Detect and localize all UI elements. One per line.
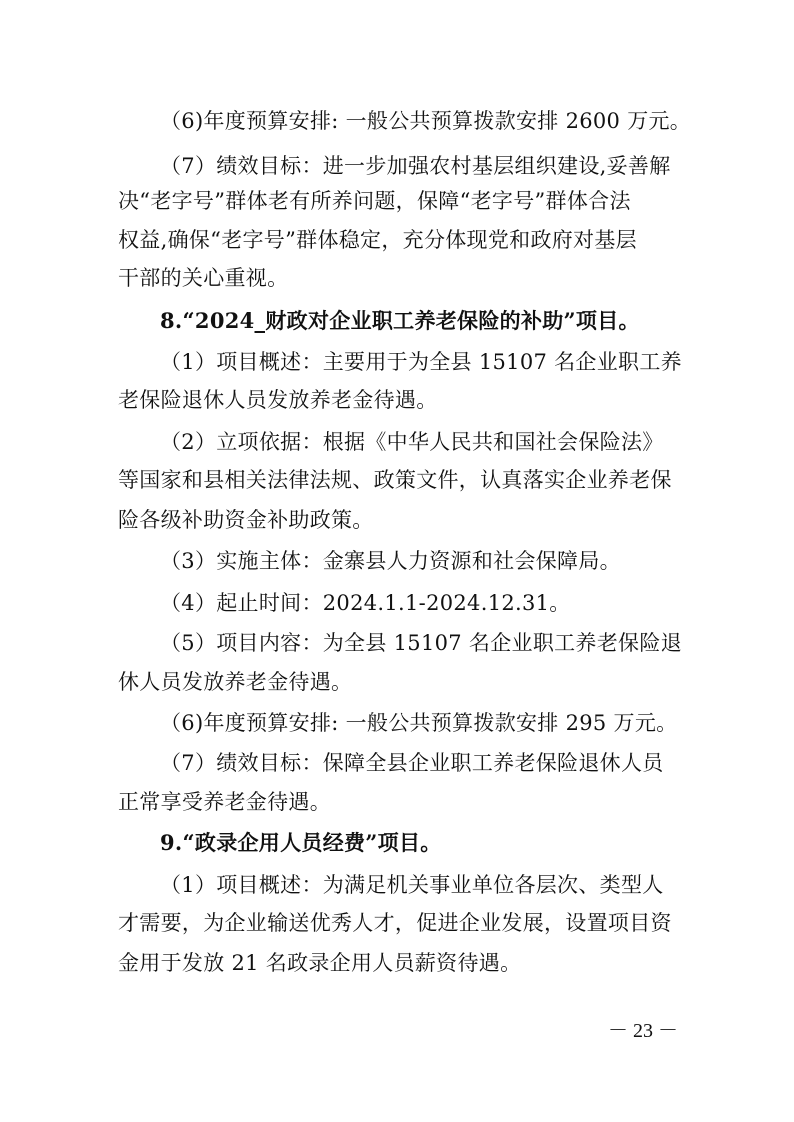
text-line: 才需要，为企业输送优秀人才，促进企业发展，设置项目资 xyxy=(118,911,672,935)
section-heading: 9.“政录企用人员经费”项目。 xyxy=(160,830,442,855)
text-line: （3）实施主体：金寨县人力资源和社会保障局。 xyxy=(160,549,621,573)
text-line: 老保险退休人员发放养老金待遇。 xyxy=(118,388,438,412)
text-line: 休人员发放养老金待遇。 xyxy=(118,670,353,694)
text-line: 金用于发放 21 名政录企用人员薪资待遇。 xyxy=(118,951,522,975)
text-line: 等国家和县相关法律法规、政策文件，认真落实企业养老保 xyxy=(118,468,672,492)
text-line: （7）绩效目标：保障全县企业职工养老保险退休人员 xyxy=(160,751,664,775)
text-line: （4）起止时间：2024.1.1-2024.12.31。 xyxy=(160,591,571,615)
text-line: （6)年度预算安排: 一般公共预算拨款安排 2600 万元。 xyxy=(160,109,692,133)
text-line: （1）项目概述：为满足机关事业单位各层次、类型人 xyxy=(160,873,664,897)
text-line: 权益,确保“老字号”群体稳定，充分体现党和政府对基层 xyxy=(118,228,637,252)
text-line: 决“老字号”群体老有所养问题，保障“老字号”群体合法 xyxy=(118,189,631,213)
text-line: 干部的关心重视。 xyxy=(118,266,289,290)
text-line: （6)年度预算安排: 一般公共预算拨款安排 295 万元。 xyxy=(160,711,678,735)
text-line: （1）项目概述：主要用于为全县 15107 名企业职工养 xyxy=(160,350,682,374)
text-line: （5）项目内容：为全县 15107 名企业职工养老保险退 xyxy=(160,631,682,655)
text-line: （7）绩效目标：进一步加强农村基层组织建设,妥善解 xyxy=(160,154,671,178)
text-line: （2）立项依据：根据《中华人民共和国社会保险法》 xyxy=(160,430,664,454)
text-line: 险各级补助资金补助政策。 xyxy=(118,508,374,532)
page-number: － 23 － xyxy=(608,1020,678,1042)
section-heading: 8.“2024_财政对企业职工养老保险的补助”项目。 xyxy=(160,308,640,333)
text-line: 正常享受养老金待遇。 xyxy=(118,790,331,814)
